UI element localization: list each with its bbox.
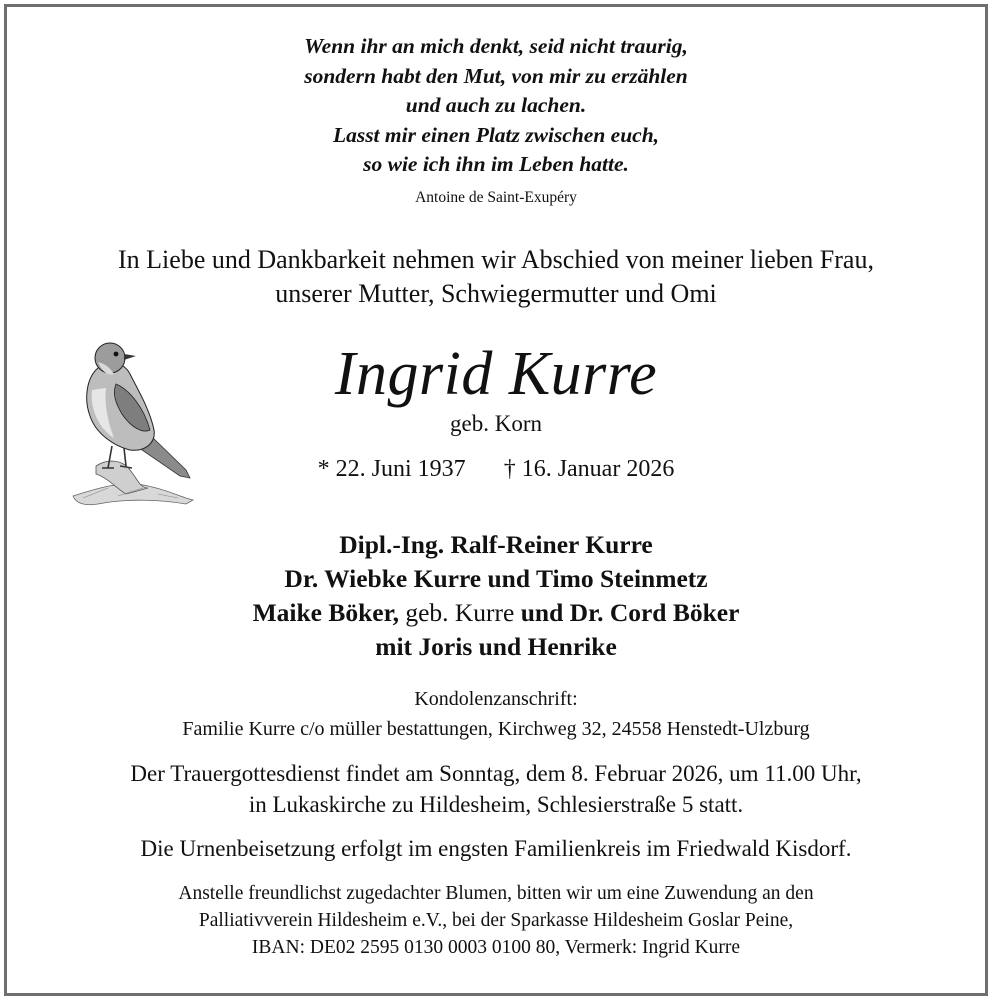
mourner-maiden-name: geb. Kurre: [398, 598, 515, 627]
poem-author: Antoine de Saint-Exupéry: [415, 189, 577, 206]
mourner-line: Dipl.-Ing. Ralf-Reiner Kurre: [339, 530, 653, 559]
death-date: † 16. Januar 2026: [503, 456, 675, 482]
mourner-line: mit Joris und Henrike: [375, 632, 617, 661]
mourner-line: Dr. Wiebke Kurre und Timo Steinmetz: [284, 564, 708, 593]
mourner-name: und Dr. Cord Böker: [514, 598, 740, 627]
poem-line: sondern habt den Mut, von mir zu erzählen: [304, 63, 688, 88]
donation-line: Palliativverein Hildesheim e.V., bei der Sparkasse Hildesheim Goslar Peine,: [198, 910, 794, 931]
deceased-name: Ingrid Kurre: [334, 340, 658, 408]
birth-date: * 22. Juni 1937: [317, 456, 466, 482]
intro-text: [0, 243, 992, 311]
mourner-name: Maike Böker,: [252, 598, 399, 627]
poem-line: Wenn ihr an mich denkt, seid nicht traurig,: [304, 34, 688, 58]
service-line: Der Trauergottesdienst findet am Sonntag, dem 8. Februar 2026, um 11.00 Uhr,: [130, 761, 862, 786]
poem: [0, 32, 992, 180]
life-dates: [0, 456, 992, 483]
donation-line: Anstelle freundlichst zugedachter Blumen, bitten wir um eine Zuwendung an den: [178, 883, 814, 904]
condolence-address: Familie Kurre c/o müller bestattungen, Kirchweg 32, 24558 Henstedt-Ulzburg: [182, 718, 810, 740]
donation-info: [0, 880, 992, 961]
condolence-label: Kondolenzanschrift:: [414, 688, 578, 710]
mourners-list: [0, 528, 992, 664]
intro-line: In Liebe und Dankbarkeit nehmen wir Abschied von meiner lieben Frau,: [118, 245, 874, 274]
intro-line: unserer Mutter, Schwiegermutter und Omi: [275, 279, 717, 308]
urn-burial-info: Die Urnenbeisetzung erfolgt im engsten Familienkreis im Friedwald Kisdorf.: [140, 836, 852, 861]
maiden-name: geb. Korn: [450, 411, 542, 436]
mourner-line: [0, 596, 992, 630]
donation-line: IBAN: DE02 2595 0130 0003 0100 80, Vermerk: Ingrid Kurre: [251, 937, 741, 958]
service-line: in Lukaskirche zu Hildesheim, Schlesierstraße 5 statt.: [248, 792, 744, 817]
poem-line: und auch zu lachen.: [405, 93, 587, 118]
service-info: [0, 758, 992, 820]
poem-line: so wie ich ihn im Leben hatte.: [363, 152, 629, 177]
poem-line: Lasst mir einen Platz zwischen euch,: [332, 122, 660, 147]
